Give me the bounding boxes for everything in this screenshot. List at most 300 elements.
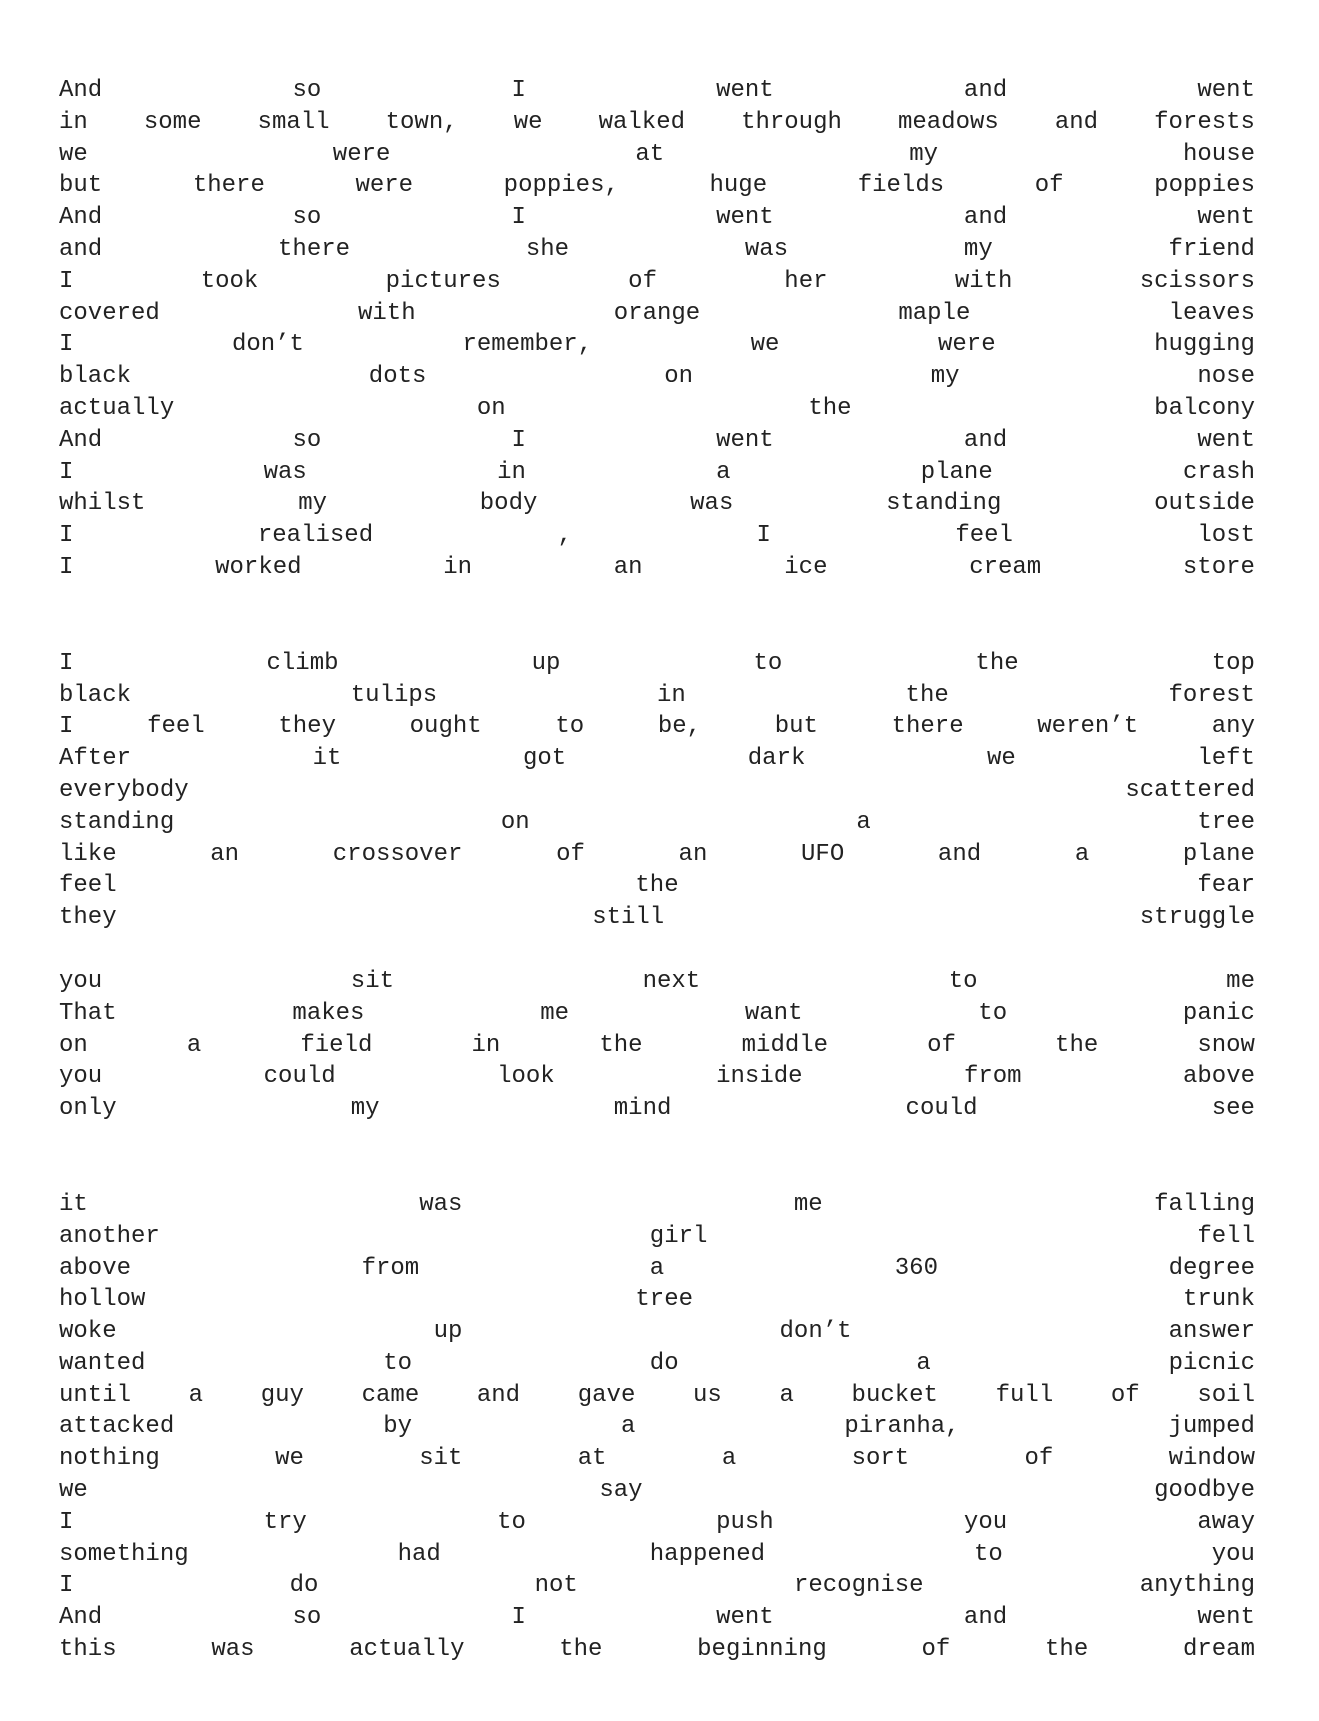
poem-line — [59, 298, 1255, 330]
poem-word: they — [278, 713, 336, 741]
poem-line — [59, 1411, 1255, 1443]
poem-line — [59, 775, 1255, 807]
poem-word: we — [986, 745, 1016, 773]
poem-stanza — [59, 75, 1255, 584]
poem-word: so — [292, 204, 322, 232]
poem-word: another — [59, 1222, 160, 1250]
poem-word: want — [744, 999, 803, 1027]
poem-word: standing — [886, 490, 1002, 518]
poem-word: was — [263, 458, 307, 486]
poem-word: of — [1024, 1445, 1054, 1473]
poem-line — [59, 902, 1255, 934]
poem-word: something — [59, 1540, 189, 1568]
poem-line — [59, 1475, 1255, 1507]
poem-word: try — [263, 1508, 307, 1536]
poem-word: us — [693, 1381, 722, 1409]
poem-word: of — [628, 267, 657, 295]
poem-word: at — [635, 140, 665, 168]
poem-word: from — [361, 1254, 420, 1282]
poem-word: the — [975, 649, 1019, 677]
poem-line — [59, 1061, 1255, 1093]
poem-line — [59, 743, 1255, 775]
poem-word: leaves — [1168, 299, 1255, 327]
poem-word: fell — [1197, 1222, 1255, 1250]
poem-word: went — [1197, 1604, 1255, 1632]
poem-word: picnic — [1168, 1349, 1255, 1377]
poem-word: huge — [709, 172, 768, 200]
poem-word: went — [716, 204, 774, 232]
poem-line — [59, 680, 1255, 712]
poem-word: I — [511, 204, 526, 232]
poem-word: standing — [59, 808, 175, 836]
poem-word: to — [555, 713, 585, 741]
poem-word: a — [620, 1413, 636, 1441]
poem-word: the — [559, 1636, 603, 1664]
poem-word: in — [59, 108, 88, 136]
poem-word: were — [355, 172, 414, 200]
poem-word: I — [59, 553, 74, 581]
poem-word: store — [1182, 553, 1255, 581]
poem-word: house — [1182, 140, 1255, 168]
poem-word: plane — [1182, 840, 1255, 868]
poem-word: my — [963, 235, 993, 263]
poem-word: with — [954, 267, 1013, 295]
poem-word: feel — [147, 713, 205, 741]
poem-line — [59, 870, 1255, 902]
poem-word: from — [963, 1063, 1022, 1091]
poem-word: , — [557, 522, 572, 550]
poem-word: poppies — [1154, 172, 1255, 200]
poem-word: it — [312, 745, 342, 773]
poem-word: she — [525, 235, 570, 263]
poem-word: do — [649, 1349, 679, 1377]
poem-word: through — [741, 108, 842, 136]
poem-line — [59, 520, 1255, 552]
poem-stanza — [59, 966, 1255, 1125]
poem-word: and — [1054, 108, 1099, 136]
poem-word: weren’t — [1037, 713, 1139, 741]
poem-word: look — [497, 1063, 555, 1091]
poem-word: it — [59, 1190, 88, 1218]
poem-word: And — [59, 1604, 103, 1632]
poem-word: up — [433, 1318, 463, 1346]
poem-word: the — [808, 394, 852, 422]
poem-line — [59, 807, 1255, 839]
poem-word: we — [750, 331, 780, 359]
poem-word: ice — [784, 553, 828, 581]
poem-word: but — [59, 172, 103, 200]
poem-word: don’t — [779, 1318, 852, 1346]
poem-word: there — [192, 172, 265, 200]
poem-word: push — [716, 1508, 774, 1536]
poem-line — [59, 1602, 1255, 1634]
poem-line — [59, 266, 1255, 298]
poem-word: came — [361, 1381, 420, 1409]
poem-line — [59, 107, 1255, 139]
poem-word: not — [534, 1572, 578, 1600]
poem-word: her — [784, 267, 828, 295]
poem-word: And — [59, 204, 103, 232]
poem-word: poppies, — [503, 172, 619, 200]
poem-line — [59, 488, 1255, 520]
poem-word: to — [973, 1540, 1003, 1568]
poem-word: black — [59, 681, 132, 709]
poem-word: an — [678, 840, 708, 868]
poem-line — [59, 1030, 1255, 1062]
poem-word: went — [1197, 77, 1255, 104]
poem-word: say — [599, 1477, 643, 1505]
poem-word: and — [476, 1381, 521, 1409]
poem-word: next — [642, 967, 701, 995]
poem-word: any — [1211, 713, 1255, 741]
poem-word: a — [779, 1381, 794, 1409]
poem-word: some — [143, 108, 202, 136]
poem-word: I — [511, 426, 526, 454]
poem-stanza — [59, 648, 1255, 934]
poem-word: I — [511, 77, 526, 104]
poem-word: a — [856, 808, 871, 836]
poem-word: of — [921, 1636, 951, 1664]
poem-word: a — [188, 1381, 204, 1409]
poem-word: the — [635, 872, 679, 900]
poem-word: remember, — [462, 331, 593, 359]
poem-word: anything — [1139, 1572, 1255, 1600]
poem-word: forest — [1168, 681, 1255, 709]
poem-word: And — [59, 77, 103, 104]
poem-word: top — [1211, 649, 1255, 677]
poem-word: small — [257, 108, 330, 136]
poem-word: this — [59, 1636, 117, 1664]
poem-word: we — [275, 1445, 304, 1473]
poem-word: realised — [257, 522, 374, 550]
poem-word: actually — [59, 394, 175, 422]
poem-word: were — [332, 140, 391, 168]
poem-word: a — [716, 458, 731, 486]
poem-line — [59, 75, 1255, 107]
poem-word: an — [210, 840, 240, 868]
poem-word: tulips — [350, 681, 438, 709]
poem-word: beginning — [697, 1636, 827, 1664]
poem-word: I — [59, 649, 74, 677]
poem-word: was — [419, 1190, 463, 1218]
poem-word: body — [479, 490, 538, 518]
poem-word: only — [59, 1095, 117, 1123]
poem-word: in — [443, 553, 473, 581]
poem-word: ought — [409, 713, 482, 741]
poem-word: was — [211, 1636, 255, 1664]
poem-word: like — [59, 840, 117, 868]
poem-word: attacked — [59, 1413, 175, 1441]
poem-line — [59, 1539, 1255, 1571]
poem-word: until — [59, 1381, 132, 1409]
poem-word: we — [59, 140, 88, 168]
poem-word: and — [59, 235, 103, 263]
poem-word: a — [186, 1031, 202, 1059]
poem-word: took — [200, 267, 259, 295]
poem-line — [59, 202, 1255, 234]
poem-word: to — [978, 999, 1008, 1027]
poem-word: jumped — [1168, 1413, 1255, 1441]
poem-word: falling — [1154, 1190, 1255, 1218]
poem-word: sit — [419, 1445, 463, 1473]
poem-word: there — [278, 235, 351, 263]
poem-word: woke — [59, 1318, 117, 1346]
poem-word: of — [1110, 1381, 1140, 1409]
poem-word: to — [497, 1508, 526, 1536]
poem-word: a — [649, 1254, 665, 1282]
poem-word: feel — [955, 522, 1013, 550]
poem-word: of — [927, 1031, 956, 1059]
poem-word: soil — [1197, 1381, 1255, 1409]
poem-word: to — [753, 649, 783, 677]
poem-word: And — [59, 426, 103, 454]
poem-word: could — [905, 1095, 978, 1123]
poem-word: crash — [1182, 458, 1255, 486]
poem-line — [59, 1507, 1255, 1539]
poem-word: a — [916, 1349, 931, 1377]
poem-word: nose — [1197, 363, 1255, 391]
poem-word: see — [1211, 1095, 1255, 1123]
poem-word: don’t — [231, 331, 304, 359]
poem-word: I — [59, 331, 74, 359]
poem-line — [59, 457, 1255, 489]
poem-word: and — [963, 204, 1008, 232]
poem-word: you — [59, 967, 103, 995]
poem-word: 360 — [894, 1254, 938, 1282]
poem-word: I — [59, 458, 74, 486]
poem-line — [59, 1570, 1255, 1602]
poem-word: but — [774, 713, 818, 741]
poem-word: degree — [1168, 1254, 1255, 1282]
poem-word: above — [59, 1254, 132, 1282]
poem-word: answer — [1168, 1318, 1255, 1346]
poem-word: recognise — [793, 1572, 924, 1600]
poem-word: so — [292, 1604, 322, 1632]
poem-word: were — [937, 331, 996, 359]
poem-word: full — [995, 1381, 1054, 1409]
poem-word: panic — [1182, 999, 1255, 1027]
poem-line — [59, 234, 1255, 266]
poem-word: up — [531, 649, 561, 677]
poem-word: plane — [920, 458, 993, 486]
poem-word: inside — [716, 1063, 803, 1091]
poem-word: mind — [613, 1095, 672, 1123]
poem-word: middle — [741, 1031, 829, 1059]
poem-word: forests — [1154, 108, 1255, 136]
poem-line — [59, 170, 1255, 202]
stanza-gap — [59, 1125, 1255, 1189]
poem-word: left — [1197, 745, 1255, 773]
poem-word: everybody — [59, 776, 189, 804]
poem-word: went — [716, 1604, 774, 1632]
poem-line — [59, 1316, 1255, 1348]
poem-word: of — [1034, 172, 1064, 200]
poem-line — [59, 998, 1255, 1030]
poem-word: be, — [657, 713, 702, 741]
stanza-gap — [59, 934, 1255, 966]
poem-word: to — [383, 1349, 413, 1377]
poem-word: I — [59, 713, 74, 741]
poem-word: sit — [350, 967, 395, 995]
poem-word: so — [292, 426, 322, 454]
poem-page — [59, 75, 1255, 1666]
poem-word: above — [1182, 1063, 1255, 1091]
poem-word: dark — [747, 745, 806, 773]
poem-word: was — [744, 235, 789, 263]
poem-word: wanted — [59, 1349, 146, 1377]
poem-word: dots — [368, 363, 427, 391]
poem-word: went — [1197, 426, 1255, 454]
poem-word: friend — [1168, 235, 1255, 263]
poem-word: field — [300, 1031, 373, 1059]
poem-word: and — [963, 1604, 1008, 1632]
poem-word: feel — [59, 872, 117, 900]
poem-word: of — [556, 840, 585, 868]
poem-word: tree — [635, 1286, 693, 1314]
poem-word: was — [690, 490, 734, 518]
poem-line — [59, 966, 1255, 998]
poem-word: the — [1055, 1031, 1099, 1059]
poem-word: That — [59, 999, 117, 1027]
poem-word: fields — [857, 172, 945, 200]
poem-word: the — [599, 1031, 643, 1059]
poem-word: gave — [577, 1381, 636, 1409]
poem-word: in — [497, 458, 526, 486]
poem-line — [59, 648, 1255, 680]
poem-word: I — [511, 1604, 526, 1632]
poem-word: me — [540, 999, 570, 1027]
poem-stanza — [59, 1189, 1255, 1666]
poem-word: there — [891, 713, 964, 741]
poem-word: hugging — [1154, 331, 1255, 359]
poem-word: a — [721, 1445, 737, 1473]
poem-word: cream — [969, 553, 1042, 581]
poem-word: me — [1226, 967, 1255, 995]
poem-word: meadows — [897, 108, 999, 136]
poem-word: crossover — [332, 840, 463, 868]
poem-word: nothing — [59, 1445, 160, 1473]
poem-word: a — [1074, 840, 1090, 868]
poem-word: we — [59, 1477, 88, 1505]
poem-line — [59, 1634, 1255, 1666]
poem-word: walked — [598, 108, 685, 136]
poem-word: on — [500, 808, 530, 836]
poem-word: an — [613, 553, 643, 581]
poem-word: whilst — [59, 490, 146, 518]
poem-word: balcony — [1154, 394, 1255, 422]
poem-word: to — [948, 967, 978, 995]
poem-word: went — [716, 426, 774, 454]
poem-word: still — [592, 904, 665, 932]
poem-word: actually — [349, 1636, 465, 1664]
poem-word: me — [793, 1190, 823, 1218]
poem-word: maple — [898, 299, 971, 327]
poem-word: on — [59, 1031, 88, 1059]
poem-word: I — [59, 1572, 74, 1600]
poem-word: outside — [1154, 490, 1255, 518]
poem-line — [59, 393, 1255, 425]
poem-line — [59, 1443, 1255, 1475]
poem-word: UFO — [801, 840, 845, 868]
poem-word: lost — [1197, 522, 1255, 550]
poem-word: got — [522, 745, 567, 773]
poem-word: in — [471, 1031, 501, 1059]
poem-word: tree — [1197, 808, 1255, 836]
poem-word: orange — [613, 299, 701, 327]
poem-word: hollow — [59, 1286, 146, 1314]
poem-word: do — [289, 1572, 319, 1600]
poem-word: scissors — [1139, 267, 1255, 295]
poem-line — [59, 1380, 1255, 1412]
poem-word: girl — [649, 1222, 708, 1250]
poem-line — [59, 1221, 1255, 1253]
poem-word: my — [930, 363, 960, 391]
poem-word: dream — [1182, 1636, 1255, 1664]
poem-word: sort — [851, 1445, 910, 1473]
poem-word: could — [263, 1063, 336, 1091]
poem-word: fear — [1197, 872, 1255, 900]
poem-word: had — [397, 1540, 441, 1568]
poem-line — [59, 1093, 1255, 1125]
poem-word: snow — [1197, 1031, 1255, 1059]
poem-line — [59, 1348, 1255, 1380]
poem-word: you — [1211, 1540, 1255, 1568]
poem-word: pictures — [385, 267, 501, 295]
poem-line — [59, 329, 1255, 361]
poem-word: black — [59, 363, 132, 391]
poem-word: my — [298, 490, 327, 518]
poem-line — [59, 1284, 1255, 1316]
poem-word: my — [909, 140, 938, 168]
poem-line — [59, 552, 1255, 584]
poem-word: you — [963, 1508, 1008, 1536]
poem-word: you — [59, 1063, 103, 1091]
poem-word: piranha, — [844, 1413, 960, 1441]
poem-word: guy — [260, 1381, 304, 1409]
poem-word: scattered — [1125, 776, 1255, 804]
poem-word: worked — [215, 553, 302, 581]
poem-word: goodbye — [1154, 1477, 1255, 1505]
poem-line — [59, 361, 1255, 393]
poem-line — [59, 711, 1255, 743]
poem-word: After — [59, 745, 132, 773]
poem-word: and — [937, 840, 982, 868]
poem-word: in — [656, 681, 686, 709]
poem-word: I — [756, 522, 771, 550]
poem-word: we — [513, 108, 543, 136]
poem-word: away — [1197, 1508, 1255, 1536]
poem-word: my — [350, 1095, 380, 1123]
poem-word: the — [1045, 1636, 1089, 1664]
poem-word: and — [963, 426, 1008, 454]
poem-word: climb — [266, 649, 339, 677]
poem-word: makes — [292, 999, 365, 1027]
poem-word: and — [963, 77, 1008, 104]
poem-word: covered — [59, 299, 160, 327]
poem-word: went — [716, 77, 774, 104]
poem-word: on — [664, 363, 693, 391]
poem-word: by — [383, 1413, 412, 1441]
poem-line — [59, 1189, 1255, 1221]
poem-word: at — [577, 1445, 607, 1473]
poem-word: window — [1168, 1445, 1255, 1473]
poem-word: they — [59, 904, 117, 932]
poem-word: I — [59, 1508, 74, 1536]
poem-word: happened — [649, 1540, 765, 1568]
poem-line — [59, 1253, 1255, 1285]
poem-word: bucket — [851, 1381, 938, 1409]
poem-word: trunk — [1182, 1286, 1255, 1314]
